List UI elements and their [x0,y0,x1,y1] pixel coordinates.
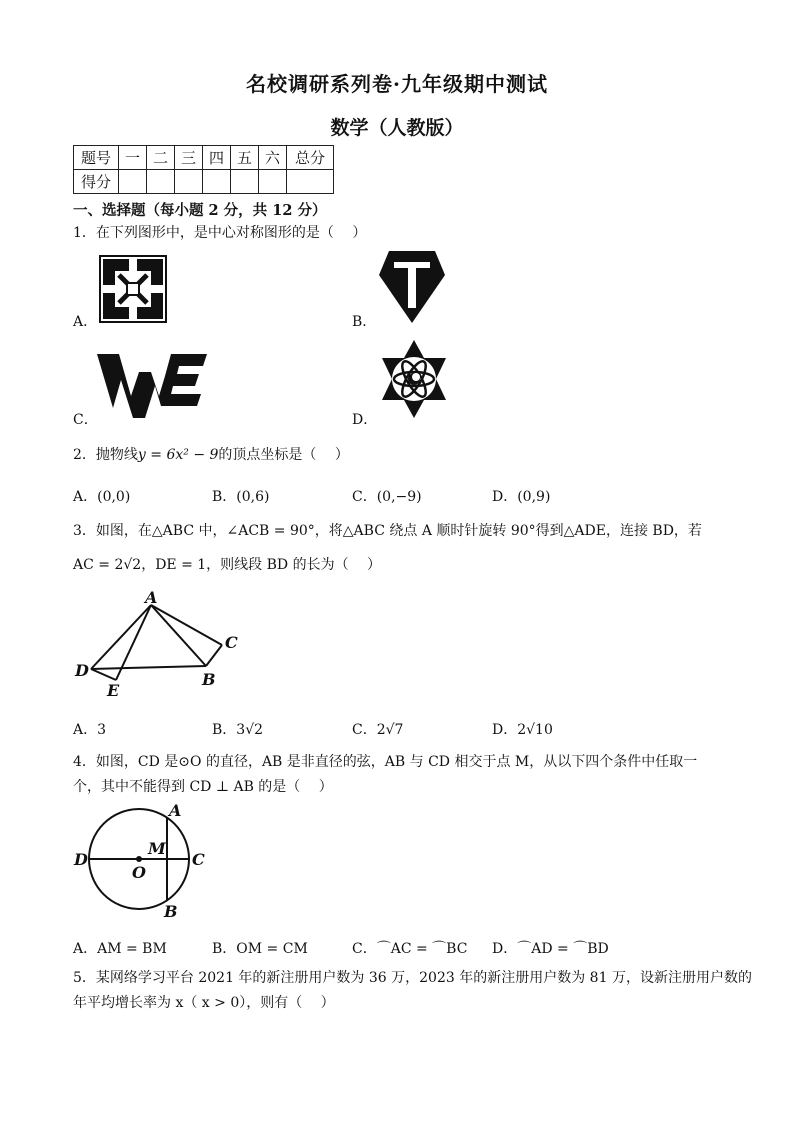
score-input-cell[interactable] [231,170,259,194]
question-2-stem [73,445,349,465]
score-cell: 二 [147,146,175,170]
score-input-cell[interactable] [203,170,231,194]
score-table-header-row [74,146,334,170]
question-5-line-1: 5．某网络学习平台 2021 年的新注册用户数为 36 万，2023 年的新注册用户数为 81 万，设新注册用户数的 [73,970,752,986]
option-d-figure [376,338,452,420]
score-cell: 一 [119,146,147,170]
question-4-option-d: D．⌒AD = ⌒BD [492,941,609,957]
question-4-figure [72,802,212,924]
option-b-figure [377,249,447,325]
score-input-cell[interactable] [287,170,334,194]
option-d-label: D． [352,412,378,428]
question-4-option-b: B．OM = CM [212,941,308,957]
question-2-formula: y = 6x² − 9 [137,447,219,463]
label-b: B [164,902,178,921]
score-input-cell[interactable] [147,170,175,194]
label-a: A [145,588,158,607]
option-a-figure [97,253,169,325]
question-2-option-d: D．(0,9) [492,489,551,505]
score-cell: 得分 [74,170,119,194]
label-o: O [132,863,146,882]
question-3-option-b: B．3√2 [212,722,264,738]
label-d: D [74,850,88,869]
question-3-figure [72,588,242,703]
question-4-line-1: 4．如图，CD 是⊙O 的直径，AB 是非直径的弦，AB 与 CD 相交于点 M，从以下四个条件中任取一 [73,754,698,770]
question-2-prefix: 2．抛物线 [73,447,138,463]
score-cell: 总分 [287,146,334,170]
score-cell: 五 [231,146,259,170]
score-input-cell[interactable] [175,170,203,194]
label-d: D [75,661,89,680]
score-input-cell[interactable] [259,170,287,194]
question-3-line-2: AC = 2√2，DE = 1，则线段 BD 的长为（ ） [73,557,382,573]
question-1-stem: 1．在下列图形中，是中心对称图形的是（ ） [73,225,367,241]
option-b-label: B． [352,314,377,330]
score-cell: 四 [203,146,231,170]
option-c-label: C． [73,412,98,428]
question-2-option-c: C．(0,−9) [352,489,422,505]
question-5-line-2: 年平均增长率为 x（ x > 0），则有（ ） [73,995,335,1011]
label-a: A [169,801,182,820]
question-3-line-1: 3．如图，在△ABC 中，∠ACB = 90°，将△ABC 绕点 A 顺时针旋转 90°得到△ADE，连接 BD，若 [73,523,702,539]
label-c: C [192,850,205,869]
page-title: 名校调研系列卷·九年级期中测试 [246,72,548,96]
page-subtitle: 数学（人教版） [330,117,464,139]
question-2-option-b: B．(0,6) [212,489,270,505]
score-table-score-row [74,170,334,194]
option-c-figure [97,352,209,420]
question-2-suffix: 的顶点坐标是（ ） [218,447,349,463]
score-table [73,145,334,194]
label-c: C [225,633,238,652]
score-input-cell[interactable] [119,170,147,194]
question-2-option-a: A．(0,0) [73,489,131,505]
question-3-option-d: D．2√10 [492,722,553,738]
question-4-option-c: C．⌒AC = ⌒BC [352,941,468,957]
score-cell: 题号 [74,146,119,170]
score-cell: 三 [175,146,203,170]
score-cell: 六 [259,146,287,170]
question-4-line-2: 个，其中不能得到 CD ⊥ AB 的是（ ） [73,779,333,795]
label-m: M [148,839,166,858]
option-a-label: A． [73,314,98,330]
question-3-option-a: A．3 [73,722,107,738]
section-heading: 一、选择题（每小题 2 分，共 12 分） [73,202,327,219]
question-4-option-a: A．AM = BM [73,941,167,957]
label-e: E [107,681,120,700]
question-3-option-c: C．2√7 [352,722,404,738]
label-b: B [202,670,216,689]
